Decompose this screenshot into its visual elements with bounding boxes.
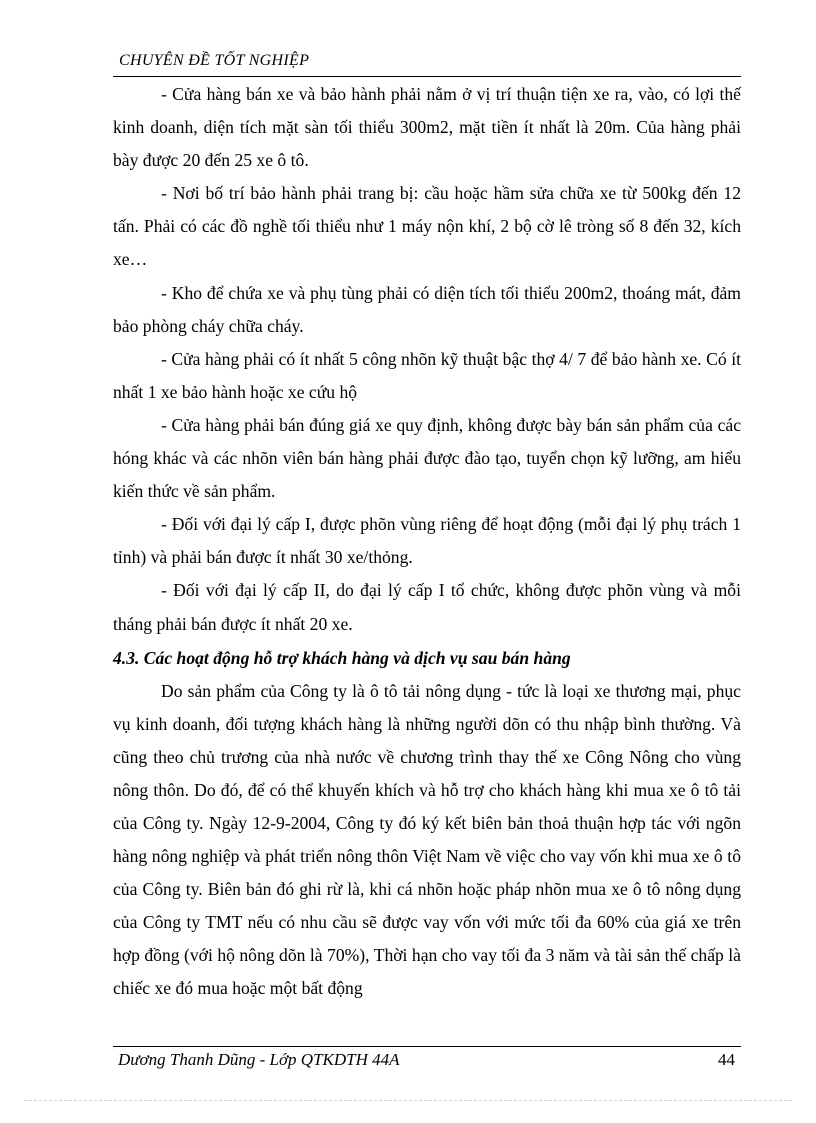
paragraph-warranty-equipment: - Nơi bố trí bảo hành phải trang bị: cầu hoặc hầm sửa chữa xe từ 500kg đến 12 tấn. Phải có các đồ nghề tối thiểu như 1 máy nộn khí, 2 bộ cờ lê tròng số 8 đến 32, kích xe… xyxy=(113,183,741,270)
page-body xyxy=(113,78,741,1006)
page-edge xyxy=(24,1100,792,1101)
paragraph-warehouse: - Kho để chứa xe và phụ tùng phải có diện tích tối thiểu 200m2, thoáng mát, đảm bảo phòng cháy chữa cháy. xyxy=(113,282,741,336)
footer-divider xyxy=(113,1046,741,1047)
paragraph-agent-level-1: - Đối với đại lý cấp I, được phõn vùng riêng để hoạt động (mỗi đại lý phụ trách 1 tỉnh) và phải bán được ít nhất 30 xe/thỏng. xyxy=(113,514,741,568)
paragraph-agent-level-2: - Đối với đại lý cấp II, do đại lý cấp I tổ chức, không được phõn vùng và mỗi tháng phải bán được ít nhất 20 xe. xyxy=(113,580,741,634)
page-number: 44 xyxy=(718,1050,735,1069)
paragraph-customer-support: Do sản phẩm của Công ty là ô tô tải nông dụng - tức là loại xe thương mại, phục vụ kinh doanh, đối tượng khách hàng là những người dõn có thu nhập bình thường. Và cũng theo chủ trương của nhà nước về chương trình thay thế xe Công Nông cho vùng nông thôn. Do đó, để có thể khuyến khích và hỗ trợ cho khách hàng khi mua xe ô tô tải của Công ty. Ngày 12-9-2004, Công ty đó ký kết biên bản thoả thuận hợp tác với ngõn hàng nông nghiệp và phát triển nông thôn Việt Nam về việc cho vay vốn khi mua xe ô tô của Công ty. Biên bản đó ghi rừ là, khi cá nhõn hoặc pháp nhõn mua xe ô tô nông dụng của Công ty TMT nếu có nhu cầu sẽ được vay vốn với mức tối đa 60% của giá xe trên hợp đồng (với hộ nông dõn là 70%), Thời hạn cho vay tối đa 3 năm và tài sản thế chấp là chiếc xe đó mua hoặc một bất động xyxy=(113,680,741,999)
paragraph-showroom-location: - Cửa hàng bán xe và bảo hành phải nằm ở vị trí thuận tiện xe ra, vào, có lợi thế kinh doanh, diện tích mặt sàn tối thiểu 300m2, mặt tiền ít nhất là 20m. Của hàng phải bày được 20 đến 25 xe ô tô. xyxy=(113,84,741,171)
page-header xyxy=(113,46,741,77)
header-title: CHUYÊN ĐỀ TỐT NGHIỆP xyxy=(119,52,310,69)
paragraph-technicians: - Cửa hàng phải có ít nhất 5 công nhõn kỹ thuật bậc thợ 4/ 7 để bảo hành xe. Có ít nhất 1 xe bảo hành hoặc xe cứu hộ xyxy=(113,348,741,402)
paragraph-pricing-staff: - Cửa hàng phải bán đúng giá xe quy định, không được bày bán sản phẩm của các hóng khác và các nhõn viên bán hàng phải được đào tạo, tuyển chọn kỹ lưỡng, am hiểu kiến thức về sản phẩm. xyxy=(113,414,741,502)
section-heading: 4.3. Các hoạt động hỗ trợ khách hàng và dịch vụ sau bán hàng xyxy=(113,647,571,668)
footer-author: Dương Thanh Dũng - Lớp QTKDTH 44A xyxy=(118,1050,400,1069)
